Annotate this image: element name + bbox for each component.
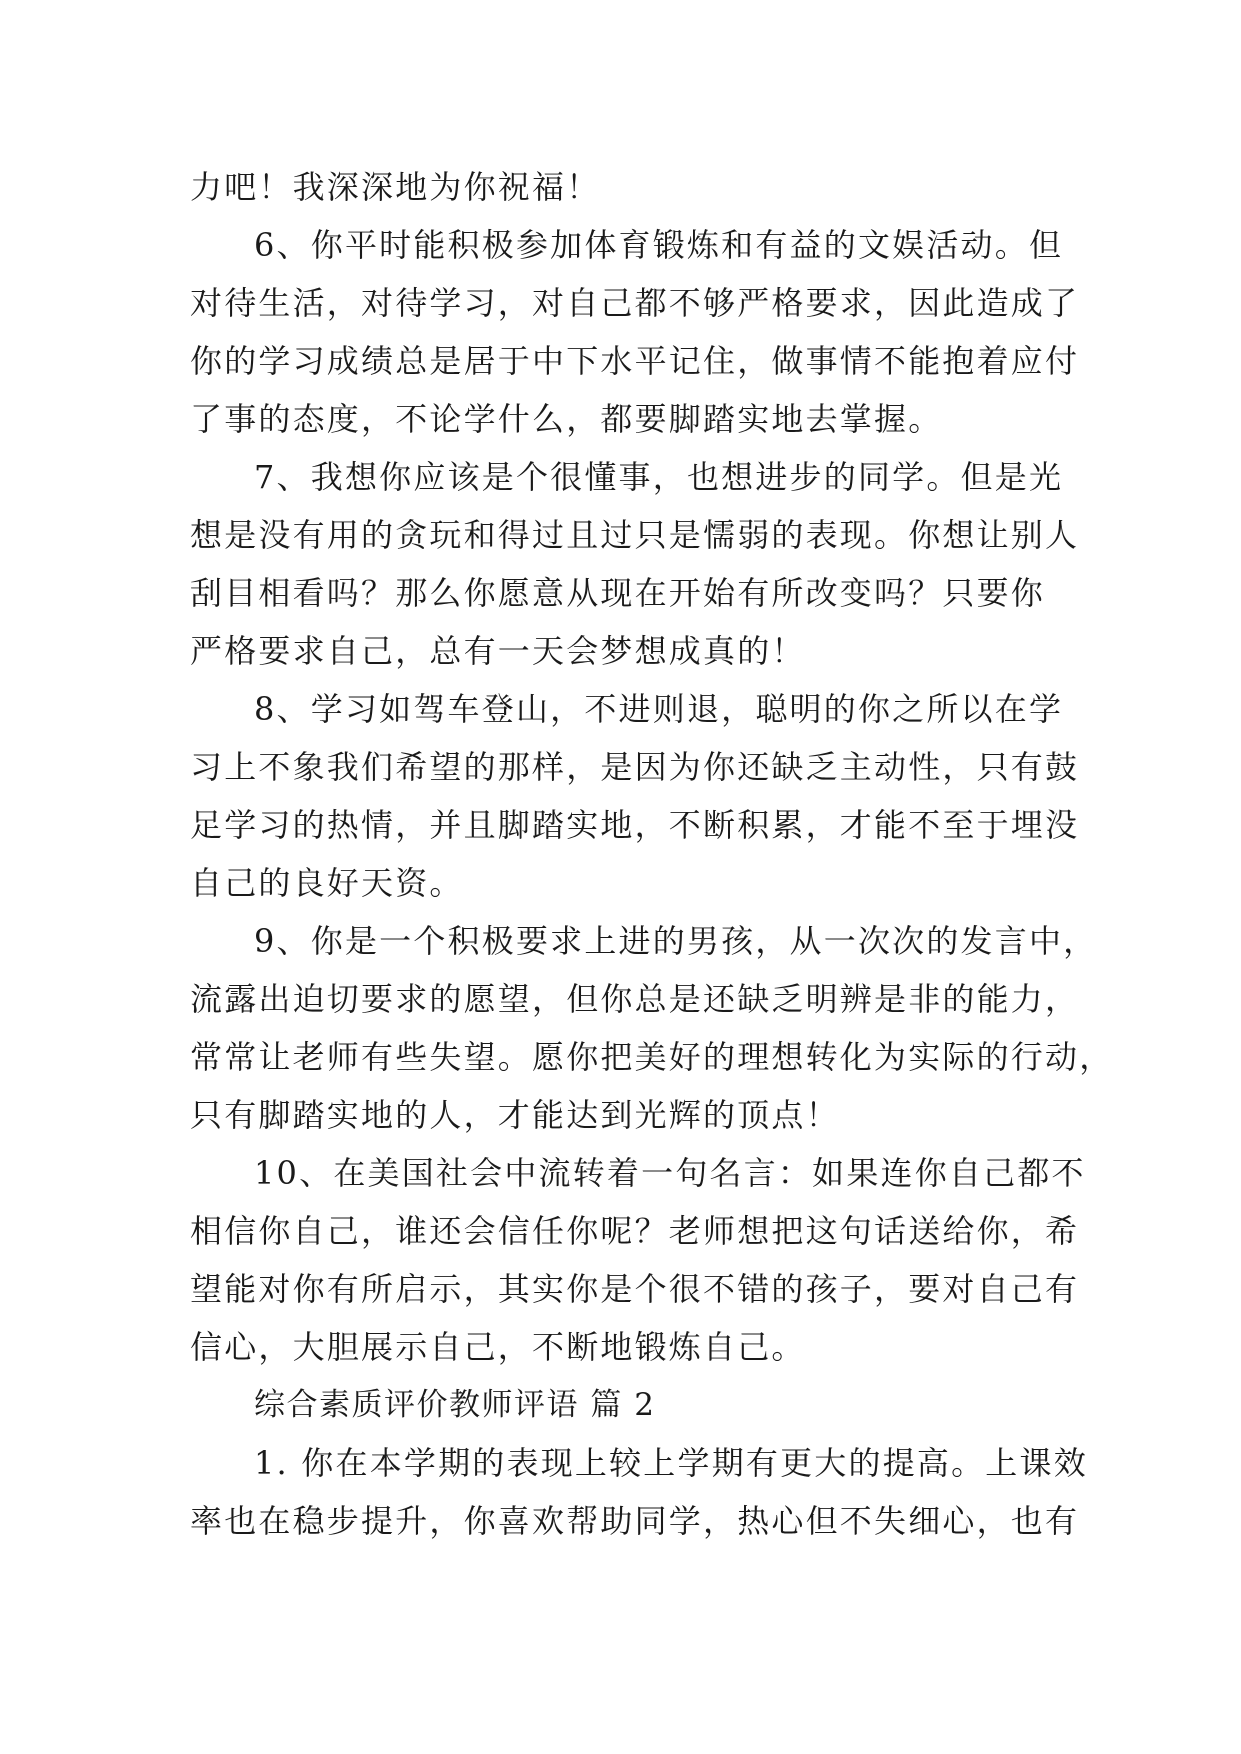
- text-line: 信心，大胆展示自己，不断地锻炼自己。: [190, 1328, 806, 1366]
- text-line: 了事的态度，不论学什么，都要脚踏实地去掌握。: [190, 400, 943, 438]
- text-line: 你的学习成绩总是居于中下水平记住，做事情不能抱着应付: [190, 342, 1080, 380]
- text-line: 刮目相看吗？那么你愿意从现在开始有所改变吗？只要你: [190, 574, 1046, 612]
- text-line: 自己的良好天资。: [190, 864, 464, 902]
- text-line: 望能对你有所启示，其实你是个很不错的孩子，要对自己有: [190, 1270, 1080, 1308]
- text-line: 1. 你在本学期的表现上较上学期有更大的提高。上课效: [254, 1444, 1088, 1482]
- section-heading: 综合素质评价教师评语 篇 2: [254, 1387, 656, 1423]
- text-line: 对待生活，对待学习，对自己都不够严格要求，因此造成了: [190, 284, 1080, 322]
- text-line: 率也在稳步提升，你喜欢帮助同学，热心但不失细心，也有: [190, 1502, 1080, 1540]
- text-line: 6、你平时能积极参加体育锻炼和有益的文娱活动。但: [254, 226, 1064, 264]
- text-line: 10、在美国社会中流转着一句名言：如果连你自己都不: [254, 1154, 1086, 1192]
- text-line: 9、你是一个积极要求上进的男孩，从一次次的发言中，: [254, 922, 1098, 960]
- document-page: [190, 158, 1114, 1550]
- text-line: 严格要求自己，总有一天会梦想成真的！: [190, 632, 806, 670]
- text-line: 想是没有用的贪玩和得过且过只是懦弱的表现。你想让别人: [190, 516, 1080, 554]
- text-line: 习上不象我们希望的那样，是因为你还缺乏主动性，只有鼓: [190, 748, 1080, 786]
- text-line: 7、我想你应该是个很懂事，也想进步的同学。但是光: [254, 458, 1064, 496]
- text-line: 流露出迫切要求的愿望，但你总是还缺乏明辨是非的能力，: [190, 980, 1080, 1018]
- text-line: 8、学习如驾车登山，不进则退，聪明的你之所以在学: [254, 690, 1064, 728]
- text-line: 只有脚踏实地的人，才能达到光辉的顶点！: [190, 1096, 840, 1134]
- text-line: 力吧！我深深地为你祝福！: [190, 168, 601, 206]
- text-line: 相信你自己，谁还会信任你呢？老师想把这句话送给你，希: [190, 1212, 1080, 1250]
- text-line: 常常让老师有些失望。愿你把美好的理想转化为实际的行动，: [190, 1038, 1114, 1076]
- text-line: 足学习的热情，并且脚踏实地，不断积累，才能不至于埋没: [190, 806, 1080, 844]
